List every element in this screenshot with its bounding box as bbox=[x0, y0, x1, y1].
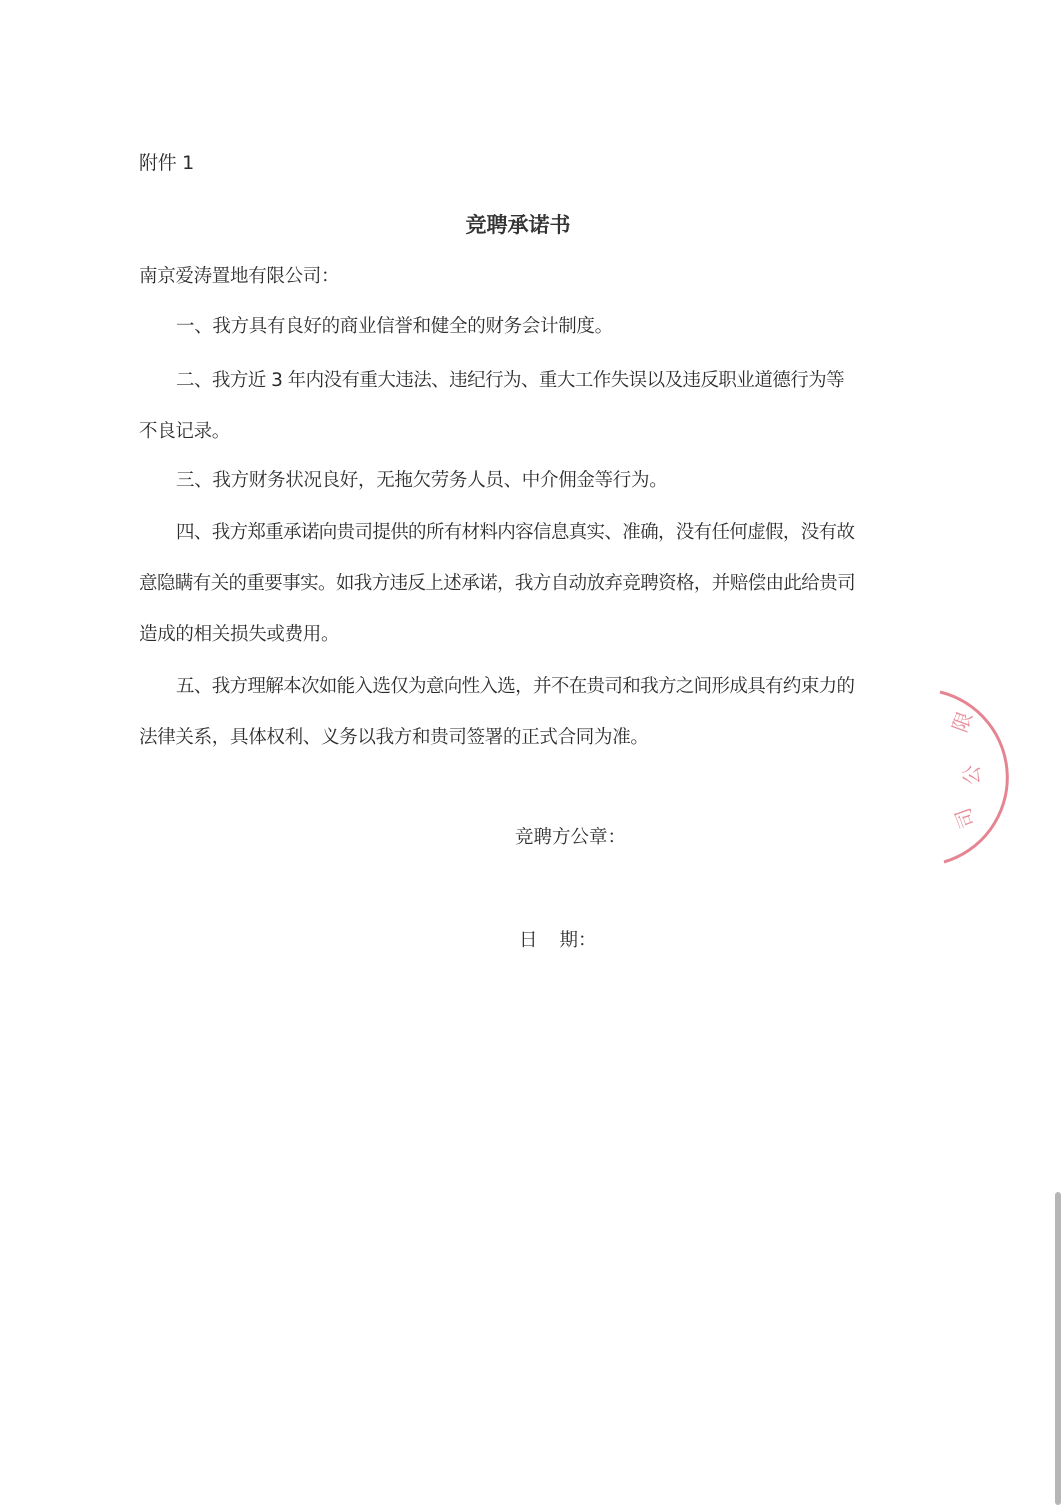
paragraph-1-line-1: 一、我方具有良好的商业信誉和健全的财务会计制度。 bbox=[176, 316, 613, 337]
company-stamp bbox=[900, 680, 1020, 880]
date-label-part-2: 期： bbox=[559, 930, 597, 951]
paragraph-4-line-1: 四、我方郑重承诺向贵司提供的所有材料内容信息真实、准确，没有任何虚假，没有故 bbox=[176, 522, 855, 543]
paragraph-4-line-3: 造成的相关损失或费用。 bbox=[139, 624, 340, 645]
stamp-char-1: 限 bbox=[947, 708, 977, 736]
attachment-label: 附件 1 bbox=[139, 152, 194, 174]
date-label-part-1: 日 bbox=[519, 930, 538, 951]
paragraph-5-line-1: 五、我方理解本次如能入选仅为意向性入选，并不在贵司和我方之间形成具有约束力的 bbox=[176, 676, 855, 697]
stamp-char-2: 公 bbox=[959, 765, 984, 785]
date-label bbox=[519, 929, 597, 953]
paragraph-5-line-2: 法律关系，具体权利、义务以我方和贵司签署的正式合同为准。 bbox=[139, 727, 649, 748]
paragraph-2-line-1: 二、我方近 3 年内没有重大违法、违纪行为、重大工作失误以及违反职业道德行为等 bbox=[176, 370, 845, 391]
scrollbar-thumb[interactable] bbox=[1055, 1192, 1061, 1505]
paragraph-3-line-1: 三、我方财务状况良好，无拖欠劳务人员、中介佣金等行为。 bbox=[176, 470, 668, 491]
addressee: 南京爱涛置地有限公司： bbox=[139, 266, 340, 287]
stamp-char-3: 司 bbox=[950, 804, 980, 832]
seal-label: 竞聘方公章： bbox=[515, 827, 627, 848]
document-title: 竞聘承诺书 bbox=[465, 213, 571, 237]
paragraph-4-line-2: 意隐瞒有关的重要事实。如我方违反上述承诺，我方自动放弃竞聘资格，并赔偿由此给贵司 bbox=[139, 573, 856, 594]
paragraph-2-line-2: 不良记录。 bbox=[139, 421, 231, 442]
